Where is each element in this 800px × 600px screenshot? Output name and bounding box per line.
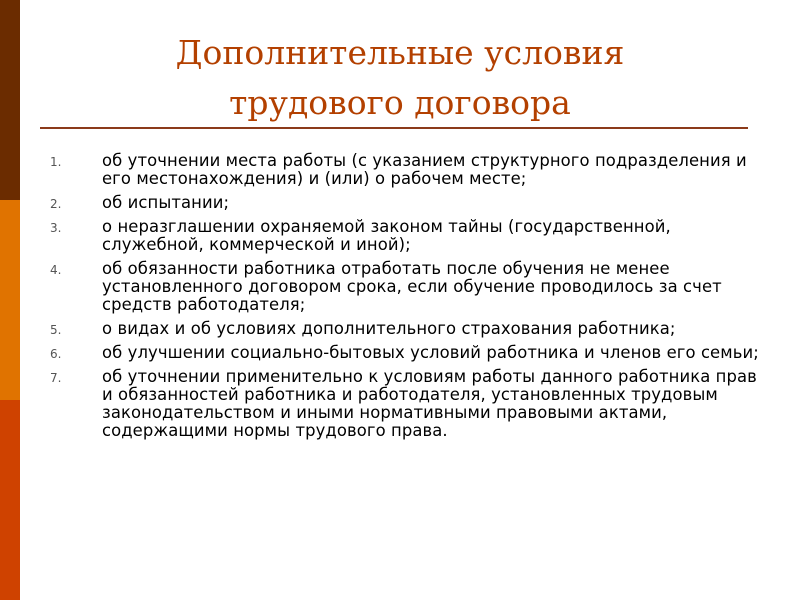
list-item bbox=[40, 260, 760, 314]
side-bar-top bbox=[0, 0, 20, 200]
list-item-number: 2. bbox=[50, 197, 62, 211]
side-bar-middle bbox=[0, 200, 20, 400]
slide-title-line-2: трудового договора bbox=[229, 83, 571, 122]
list-item-text: об обязанности работника отработать после обучения не менее установленного договором срока, если обучение проводилось за счет средств работодателя; bbox=[102, 259, 722, 314]
list-item bbox=[40, 218, 760, 254]
list-item-number: 5. bbox=[50, 323, 62, 337]
list-item-number: 3. bbox=[50, 221, 62, 235]
title-divider bbox=[40, 127, 748, 129]
list-item-number: 7. bbox=[50, 371, 62, 385]
conditions-list bbox=[40, 152, 760, 446]
list-item-text: о видах и об условиях дополнительного страхования работника; bbox=[102, 319, 676, 338]
list-item bbox=[40, 344, 760, 362]
list-item-text: об улучшении социально-бытовых условий работника и членов его семьи; bbox=[102, 343, 759, 362]
list-item bbox=[40, 194, 760, 212]
list-item-text: о неразглашении охраняемой законом тайны (государственной, служебной, коммерческой и иной); bbox=[102, 217, 671, 254]
list-item bbox=[40, 320, 760, 338]
side-bar-bottom bbox=[0, 400, 20, 600]
slide-title bbox=[40, 28, 760, 128]
list-item-number: 6. bbox=[50, 347, 62, 361]
list-item-number: 4. bbox=[50, 263, 62, 277]
list-item-text: об испытании; bbox=[102, 193, 230, 212]
list-item bbox=[40, 368, 760, 440]
list-item bbox=[40, 152, 760, 188]
slide-title-line-1: Дополнительные условия bbox=[175, 33, 625, 72]
list-item-text: об уточнении места работы (с указанием структурного подразделения и его местонахождения) и (или) о рабочем месте; bbox=[102, 151, 747, 188]
list-item-text: об уточнении применительно к условиям работы данного работника прав и обязанностей работника и работодателя, установленных трудовым законодательством и иными нормативными правовыми актами, содержащими нормы трудового права. bbox=[102, 367, 757, 440]
list-item-number: 1. bbox=[50, 155, 62, 169]
